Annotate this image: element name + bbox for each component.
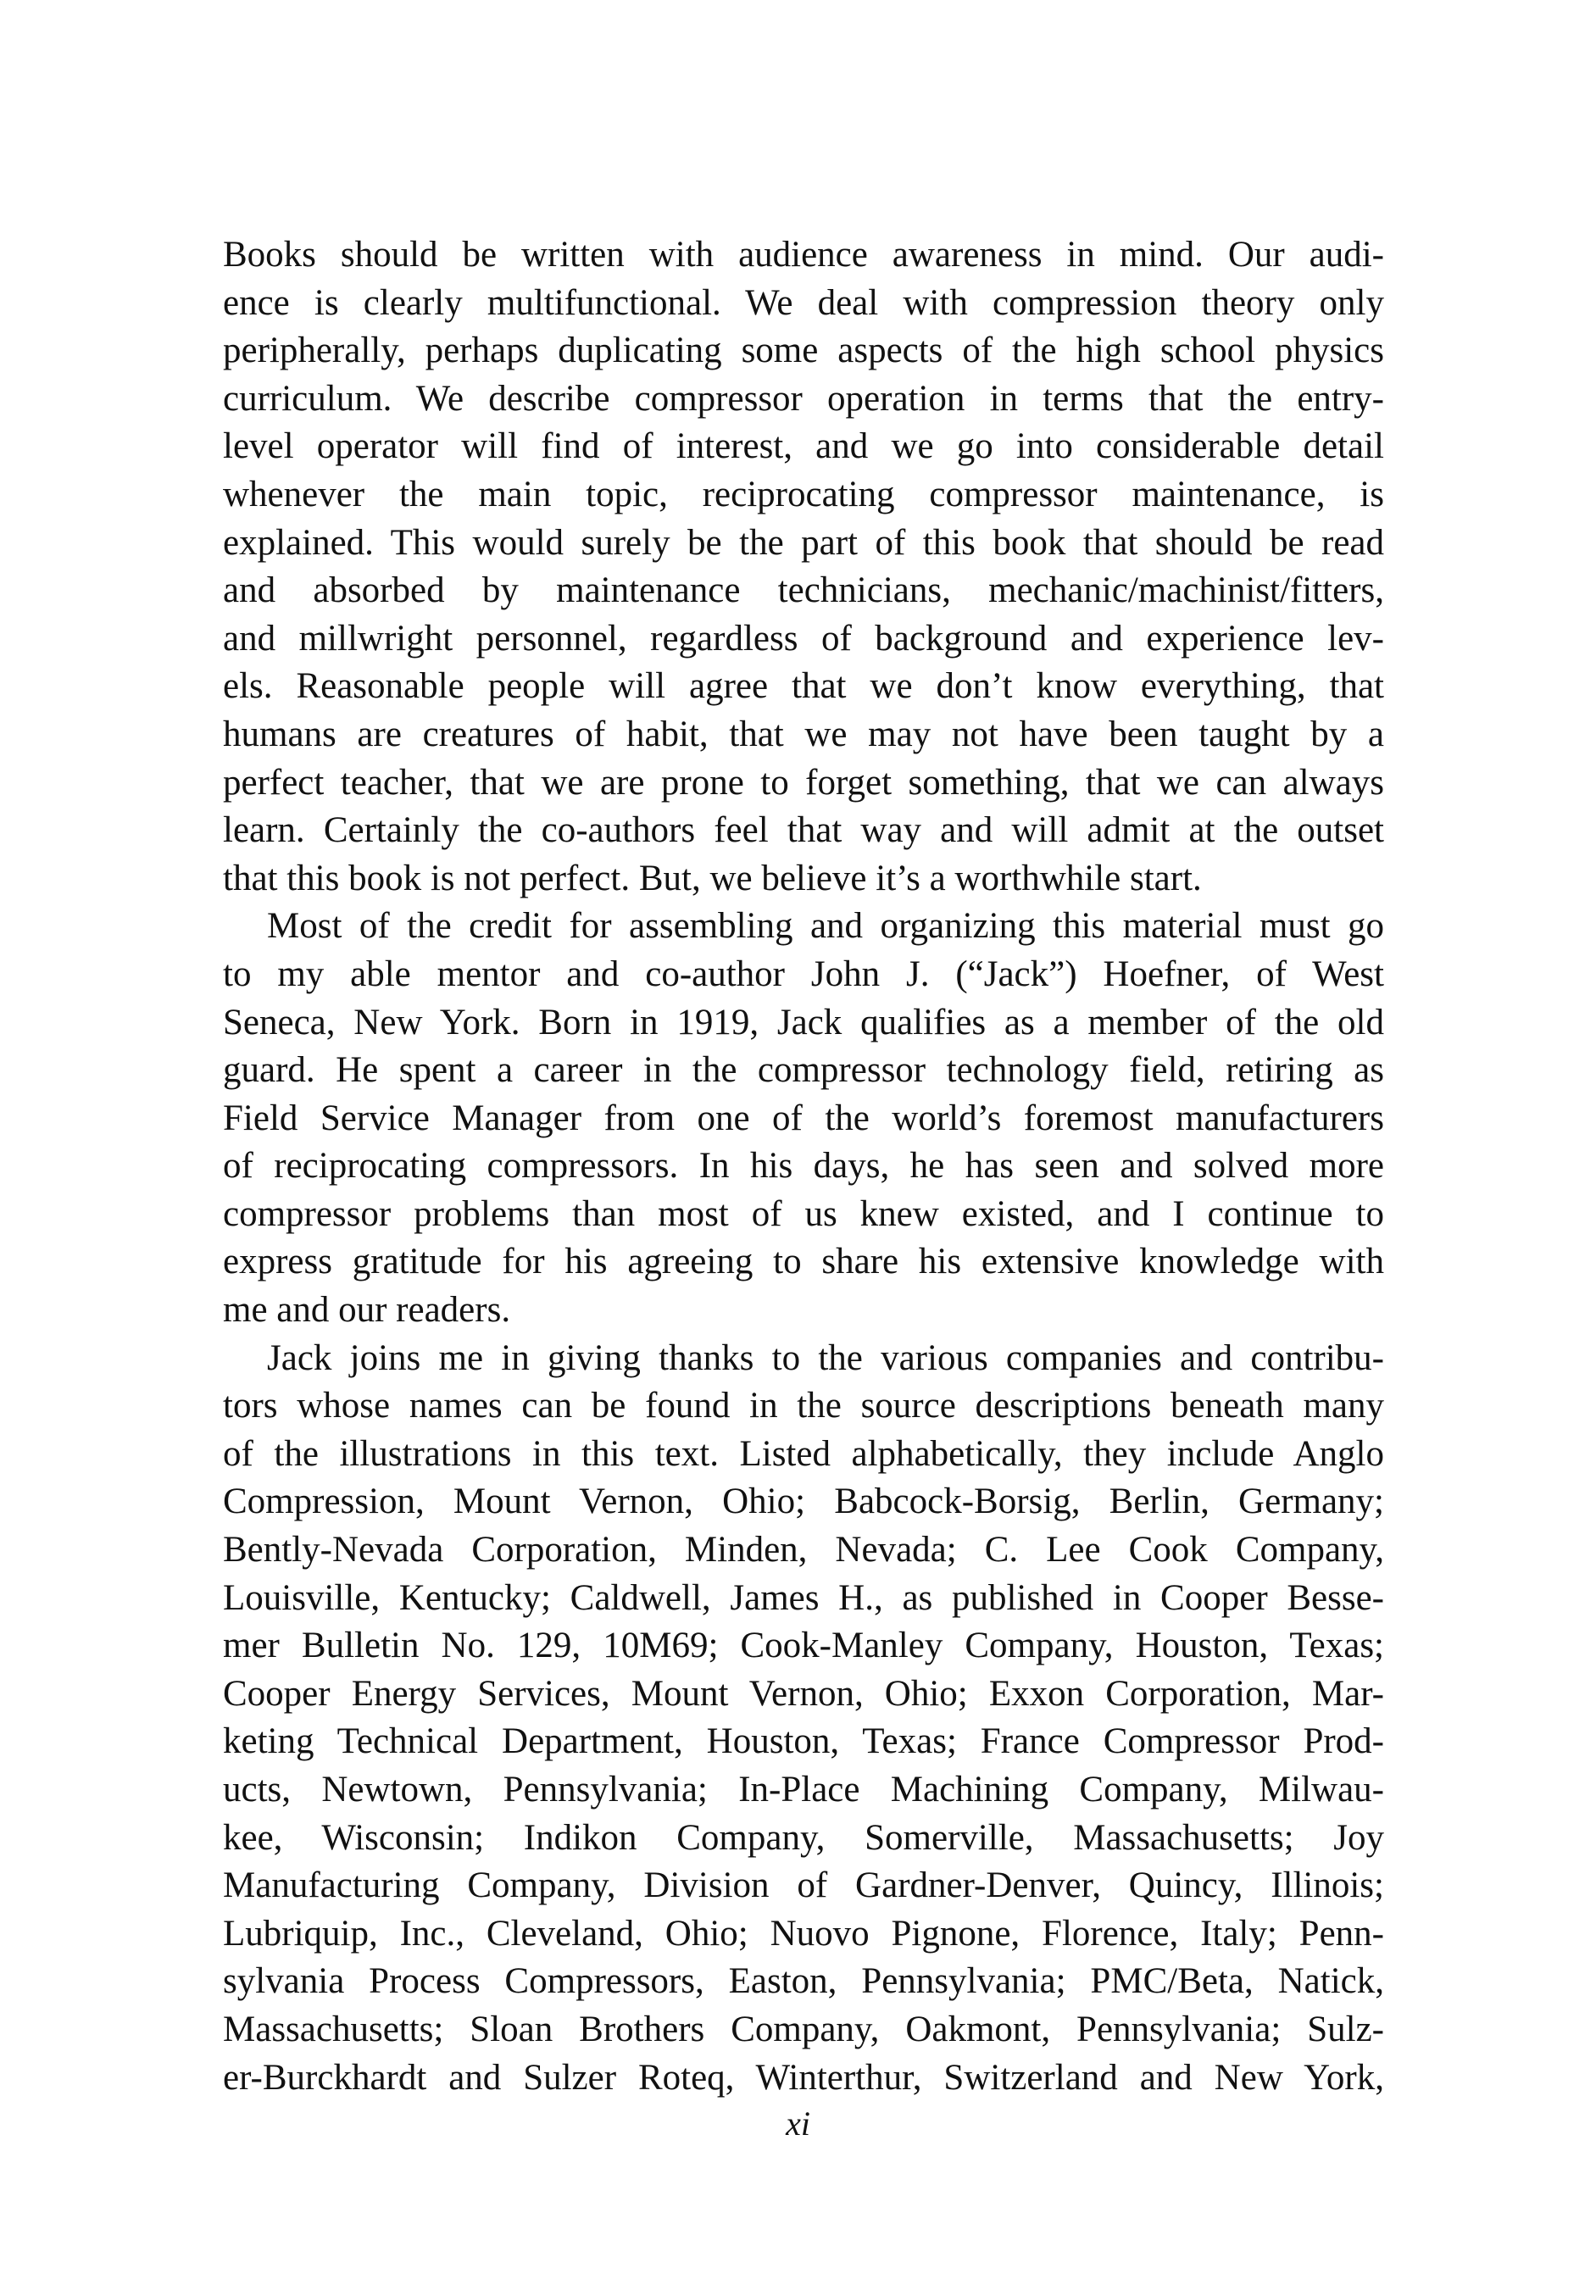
text-line: and millwright personnel, regardless of background and experience lev- (223, 618, 1384, 659)
text-line: Most of the credit for assembling and organizing this material must go (267, 906, 1384, 947)
text-line: of the illustrations in this text. Listed alphabetically, they include Anglo (223, 1433, 1384, 1474)
text-line: Jack joins me in giving thanks to the various companies and contribu- (267, 1337, 1384, 1378)
text-line: whenever the main topic, reciprocating compressor maintenance, is (223, 474, 1384, 514)
text-line: learn. Certainly the co-authors feel that way and will admit at the outset (223, 810, 1384, 851)
text-line: Compression, Mount Vernon, Ohio; Babcock-Borsig, Berlin, Germany; (223, 1482, 1384, 1522)
text-line: explained. This would surely be the part of this book that should be read (223, 522, 1384, 563)
body-text (223, 231, 1384, 2102)
text-line: Manufacturing Company, Division of Gardner-Denver, Quincy, Illinois; (223, 1865, 1384, 1906)
text-line: keting Technical Department, Houston, Texas; France Compressor Prod- (223, 1721, 1384, 1762)
text-line: and absorbed by maintenance technicians, mechanic/machinist/fitters, (223, 570, 1384, 611)
text-line: ucts, Newtown, Pennsylvania; In-Place Machining Company, Milwau- (223, 1770, 1384, 1810)
text-line: express gratitude for his agreeing to share his extensive knowledge with (223, 1242, 1384, 1282)
text-line: of reciprocating compressors. In his days, he has seen and solved more (223, 1146, 1384, 1187)
text-line: that this book is not perfect. But, we believe it’s a worthwhile start. (223, 858, 1202, 898)
text-line: mer Bulletin No. 129, 10M69; Cook-Manley Company, Houston, Texas; (223, 1626, 1384, 1666)
text-line: Books should be written with audience awareness in mind. Our audi- (223, 235, 1384, 275)
paragraph-acknowledgements (223, 1335, 1384, 2103)
text-line: Lubriquip, Inc., Cleveland, Ohio; Nuovo Pignone, Florence, Italy; Penn- (223, 1913, 1384, 1954)
text-line: ence is clearly multifunctional. We deal with compression theory only (223, 282, 1384, 323)
text-line: me and our readers. (223, 1290, 511, 1331)
text-line: curriculum. We describe compressor operation in terms that the entry- (223, 378, 1384, 419)
text-line: er-Burckhardt and Sulzer Roteq, Winterthur, Switzerland and New York, (223, 2057, 1384, 2098)
page-number: xi (786, 2104, 810, 2143)
text-line: els. Reasonable people will agree that we don’t know everything, that (223, 666, 1384, 707)
text-line: perfect teacher, that we are prone to forget something, that we can always (223, 762, 1384, 803)
text-line: Field Service Manager from one of the world’s foremost manufacturers (223, 1098, 1384, 1138)
text-line: level operator will find of interest, and we go into considerable detail (223, 426, 1384, 467)
text-line: Massachusetts; Sloan Brothers Company, Oakmont, Pennsylvania; Sulz- (223, 2009, 1384, 2049)
text-line: Bently-Nevada Corporation, Minden, Nevada; C. Lee Cook Company, (223, 1530, 1384, 1571)
text-line: Cooper Energy Services, Mount Vernon, Ohio; Exxon Corporation, Mar- (223, 1673, 1384, 1714)
paragraph-credit (223, 903, 1384, 1334)
text-line: guard. He spent a career in the compressor technology field, retiring as (223, 1050, 1384, 1091)
text-line: to my able mentor and co-author John J. (“Jack”) Hoefner, of West (223, 953, 1384, 994)
text-line: sylvania Process Compressors, Easton, Pennsylvania; PMC/Beta, Natick, (223, 1961, 1384, 2002)
text-line: kee, Wisconsin; Indikon Company, Somerville, Massachusetts; Joy (223, 1817, 1384, 1858)
text-line: peripherally, perhaps duplicating some aspects of the high school physics (223, 331, 1384, 371)
text-line: humans are creatures of habit, that we may not have been taught by a (223, 714, 1384, 754)
text-line: Louisville, Kentucky; Caldwell, James H., as published in Cooper Besse- (223, 1577, 1384, 1618)
paragraph-audience (223, 231, 1384, 903)
text-line: Seneca, New York. Born in 1919, Jack qualifies as a member of the old (223, 1002, 1384, 1042)
text-line: tors whose names can be found in the source descriptions beneath many (223, 1386, 1384, 1426)
text-line: compressor problems than most of us knew existed, and I continue to (223, 1193, 1384, 1234)
